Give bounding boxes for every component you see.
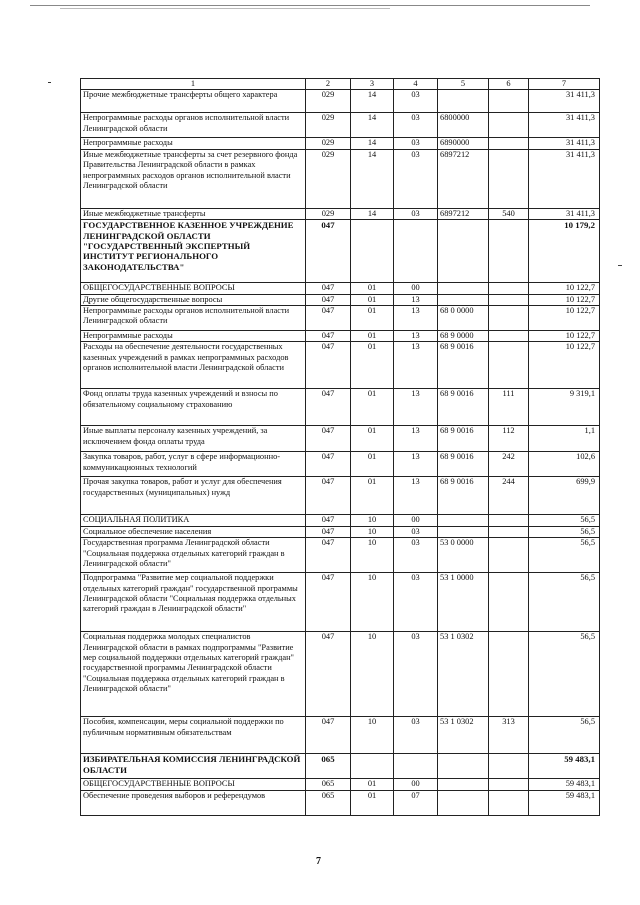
row-ministry-code: 047 <box>306 342 351 389</box>
row-section: 14 <box>351 138 394 149</box>
row-amount: 59 483,1 <box>529 779 600 790</box>
table-row <box>81 220 600 283</box>
row-ministry-code: 047 <box>306 220 351 283</box>
row-section: 01 <box>351 331 394 342</box>
row-target-article: 68 0 0000 <box>438 306 489 331</box>
row-section: 01 <box>351 426 394 452</box>
row-section: 10 <box>351 526 394 537</box>
row-amount: 10 122,7 <box>529 294 600 305</box>
row-expense-type: 111 <box>489 389 529 426</box>
table-row <box>81 754 600 779</box>
row-target-article: 68 9 0000 <box>438 331 489 342</box>
row-name: ИЗБИРАТЕЛЬНАЯ КОМИССИЯ ЛЕНИНГРАДСКОЙ ОБЛАСТИ <box>81 754 306 779</box>
row-amount: 10 122,7 <box>529 306 600 331</box>
row-section: 01 <box>351 294 394 305</box>
row-subsection <box>394 754 438 779</box>
row-subsection: 07 <box>394 790 438 815</box>
row-ministry-code: 047 <box>306 632 351 717</box>
row-target-article: 53 0 0000 <box>438 538 489 573</box>
table-row <box>81 113 600 138</box>
row-name: ОБЩЕГОСУДАРСТВЕННЫЕ ВОПРОСЫ <box>81 779 306 790</box>
row-ministry-code: 029 <box>306 208 351 219</box>
row-name: Социальная поддержка молодых специалистов Ленинградской области в рамках подпрограммы "Развитие мер социальной поддержки отдельных категорий граждан" государственной программы Ленинградской области "Социальная поддержка отдельных категорий граждан в Ленинградской области" <box>81 632 306 717</box>
row-name: Закупка товаров, работ, услуг в сфере информационно-коммуникационных технологий <box>81 452 306 477</box>
row-section: 01 <box>351 477 394 515</box>
row-section: 10 <box>351 573 394 632</box>
table-row <box>81 717 600 754</box>
row-section: 01 <box>351 779 394 790</box>
row-ministry-code: 029 <box>306 149 351 208</box>
row-subsection: 03 <box>394 113 438 138</box>
table-row <box>81 632 600 717</box>
row-expense-type <box>489 113 529 138</box>
row-name: Подпрограмма "Развитие мер социальной поддержки отдельных категорий граждан" государственной программы Ленинградской области "Социальная поддержка отдельных категорий граждан в Ленинградской области" <box>81 573 306 632</box>
row-name: Иные межбюджетные трансферты за счет резервного фонда Правительства Ленинградской области в рамках непрограммных расходов органов исполнительной власти Ленинградской области <box>81 149 306 208</box>
row-ministry-code: 047 <box>306 389 351 426</box>
row-ministry-code: 047 <box>306 477 351 515</box>
row-section: 10 <box>351 515 394 526</box>
row-expense-type <box>489 632 529 717</box>
row-target-article: 6890000 <box>438 138 489 149</box>
row-expense-type <box>489 754 529 779</box>
row-amount: 56,5 <box>529 573 600 632</box>
row-subsection: 03 <box>394 208 438 219</box>
row-section: 01 <box>351 452 394 477</box>
row-expense-type <box>489 573 529 632</box>
table-row <box>81 389 600 426</box>
row-target-article <box>438 790 489 815</box>
row-name: СОЦИАЛЬНАЯ ПОЛИТИКА <box>81 515 306 526</box>
row-name: Обеспечение проведения выборов и референдумов <box>81 790 306 815</box>
table-row <box>81 452 600 477</box>
row-expense-type: 313 <box>489 717 529 754</box>
row-target-article <box>438 90 489 113</box>
row-subsection: 13 <box>394 306 438 331</box>
row-amount: 31 411,3 <box>529 90 600 113</box>
row-expense-type <box>489 515 529 526</box>
row-name: Иные выплаты персоналу казенных учреждений, за исключением фонда оплаты труда <box>81 426 306 452</box>
row-name: Пособия, компенсации, меры социальной поддержки по публичным нормативным обязательствам <box>81 717 306 754</box>
row-subsection: 03 <box>394 632 438 717</box>
row-subsection: 13 <box>394 342 438 389</box>
row-expense-type <box>489 790 529 815</box>
row-section <box>351 220 394 283</box>
row-subsection: 00 <box>394 779 438 790</box>
row-amount: 56,5 <box>529 717 600 754</box>
row-target-article: 68 9 0016 <box>438 426 489 452</box>
row-expense-type: 540 <box>489 208 529 219</box>
row-amount: 56,5 <box>529 632 600 717</box>
row-section: 01 <box>351 790 394 815</box>
header-col-7: 7 <box>529 79 600 90</box>
table-row <box>81 477 600 515</box>
row-amount: 31 411,3 <box>529 149 600 208</box>
row-expense-type <box>489 779 529 790</box>
row-subsection: 03 <box>394 149 438 208</box>
row-amount: 56,5 <box>529 538 600 573</box>
row-name: ОБЩЕГОСУДАРСТВЕННЫЕ ВОПРОСЫ <box>81 283 306 294</box>
row-expense-type <box>489 294 529 305</box>
row-section: 14 <box>351 149 394 208</box>
row-section: 01 <box>351 389 394 426</box>
row-name: Фонд оплаты труда казенных учреждений и взносы по обязательному социальному страхованию <box>81 389 306 426</box>
row-target-article: 68 9 0016 <box>438 342 489 389</box>
row-section: 10 <box>351 632 394 717</box>
table-row <box>81 426 600 452</box>
row-section <box>351 754 394 779</box>
row-expense-type <box>489 306 529 331</box>
row-expense-type: 244 <box>489 477 529 515</box>
row-section: 01 <box>351 306 394 331</box>
table-row <box>81 149 600 208</box>
row-target-article <box>438 283 489 294</box>
row-amount: 31 411,3 <box>529 138 600 149</box>
row-ministry-code: 047 <box>306 294 351 305</box>
table-row <box>81 573 600 632</box>
row-target-article: 6897212 <box>438 149 489 208</box>
row-subsection: 13 <box>394 426 438 452</box>
row-name: Государственная программа Ленинградской области "Социальная поддержка отдельных категорий граждан в Ленинградской области" <box>81 538 306 573</box>
row-subsection <box>394 220 438 283</box>
row-expense-type: 242 <box>489 452 529 477</box>
budget-table <box>80 78 600 816</box>
row-amount: 31 411,3 <box>529 208 600 219</box>
row-ministry-code: 047 <box>306 452 351 477</box>
row-amount: 10 122,7 <box>529 283 600 294</box>
row-subsection: 03 <box>394 717 438 754</box>
row-section: 10 <box>351 538 394 573</box>
row-target-article <box>438 294 489 305</box>
row-expense-type <box>489 138 529 149</box>
row-ministry-code: 047 <box>306 717 351 754</box>
table-row <box>81 342 600 389</box>
row-amount: 56,5 <box>529 526 600 537</box>
table-row <box>81 515 600 526</box>
row-target-article: 53 1 0302 <box>438 717 489 754</box>
table-row <box>81 526 600 537</box>
row-target-article: 68 9 0016 <box>438 389 489 426</box>
table-row <box>81 331 600 342</box>
row-expense-type <box>489 283 529 294</box>
row-section: 01 <box>351 283 394 294</box>
row-ministry-code: 047 <box>306 306 351 331</box>
row-amount: 10 179,2 <box>529 220 600 283</box>
row-section: 14 <box>351 90 394 113</box>
row-amount: 699,9 <box>529 477 600 515</box>
table-row <box>81 538 600 573</box>
margin-mark <box>48 82 51 83</box>
row-subsection: 03 <box>394 90 438 113</box>
row-target-article <box>438 515 489 526</box>
row-target-article: 6800000 <box>438 113 489 138</box>
row-amount: 31 411,3 <box>529 113 600 138</box>
row-name: Расходы на обеспечение деятельности государственных казенных учреждений в рамках непрограммных расходов органов исполнительной власти Ленинградской области <box>81 342 306 389</box>
row-subsection: 03 <box>394 138 438 149</box>
row-target-article: 6897212 <box>438 208 489 219</box>
row-ministry-code: 029 <box>306 138 351 149</box>
row-target-article: 68 9 0016 <box>438 477 489 515</box>
row-subsection: 00 <box>394 515 438 526</box>
row-target-article: 53 1 0302 <box>438 632 489 717</box>
row-expense-type: 112 <box>489 426 529 452</box>
row-subsection: 00 <box>394 283 438 294</box>
row-expense-type <box>489 538 529 573</box>
row-name: Прочие межбюджетные трансферты общего характера <box>81 90 306 113</box>
row-subsection: 13 <box>394 389 438 426</box>
row-name: ГОСУДАРСТВЕННОЕ КАЗЕННОЕ УЧРЕЖДЕНИЕ ЛЕНИНГРАДСКОЙ ОБЛАСТИ "ГОСУДАРСТВЕННЫЙ ЭКСПЕРТНЫЙ ИНСТИТУТ РЕГИОНАЛЬНОГО ЗАКОНОДАТЕЛЬСТВА" <box>81 220 306 283</box>
row-section: 01 <box>351 342 394 389</box>
table-row <box>81 779 600 790</box>
row-ministry-code: 047 <box>306 331 351 342</box>
row-ministry-code: 047 <box>306 573 351 632</box>
row-subsection: 13 <box>394 477 438 515</box>
row-name: Непрограммные расходы <box>81 331 306 342</box>
row-ministry-code: 047 <box>306 426 351 452</box>
row-amount: 10 122,7 <box>529 342 600 389</box>
table-row <box>81 90 600 113</box>
row-expense-type <box>489 526 529 537</box>
table-row <box>81 306 600 331</box>
header-col-2: 2 <box>306 79 351 90</box>
table-row <box>81 208 600 219</box>
row-name: Другие общегосударственные вопросы <box>81 294 306 305</box>
row-name: Иные межбюджетные трансферты <box>81 208 306 219</box>
header-col-5: 5 <box>438 79 489 90</box>
row-expense-type <box>489 149 529 208</box>
row-target-article <box>438 754 489 779</box>
row-ministry-code: 065 <box>306 790 351 815</box>
row-ministry-code: 065 <box>306 754 351 779</box>
top-rule-faint <box>60 8 390 9</box>
row-amount: 1,1 <box>529 426 600 452</box>
top-rule <box>30 5 590 6</box>
table-body <box>81 79 600 816</box>
header-col-6: 6 <box>489 79 529 90</box>
row-expense-type <box>489 331 529 342</box>
row-target-article <box>438 526 489 537</box>
row-subsection: 13 <box>394 452 438 477</box>
row-target-article <box>438 779 489 790</box>
row-subsection: 13 <box>394 331 438 342</box>
row-amount: 59 483,1 <box>529 754 600 779</box>
row-target-article <box>438 220 489 283</box>
row-section: 14 <box>351 113 394 138</box>
table-row <box>81 790 600 815</box>
row-ministry-code: 029 <box>306 90 351 113</box>
row-amount: 9 319,1 <box>529 389 600 426</box>
table-row <box>81 294 600 305</box>
row-target-article: 68 9 0016 <box>438 452 489 477</box>
table-row <box>81 138 600 149</box>
row-ministry-code: 047 <box>306 515 351 526</box>
row-section: 14 <box>351 208 394 219</box>
row-name: Прочая закупка товаров, работ и услуг для обеспечения государственных (муниципальных) нужд <box>81 477 306 515</box>
row-subsection: 13 <box>394 294 438 305</box>
row-expense-type <box>489 90 529 113</box>
margin-tick <box>618 265 622 266</box>
row-name: Непрограммные расходы <box>81 138 306 149</box>
row-ministry-code: 047 <box>306 283 351 294</box>
header-col-4: 4 <box>394 79 438 90</box>
row-expense-type <box>489 342 529 389</box>
row-ministry-code: 047 <box>306 538 351 573</box>
row-expense-type <box>489 220 529 283</box>
row-amount: 10 122,7 <box>529 331 600 342</box>
row-amount: 102,6 <box>529 452 600 477</box>
header-col-1: 1 <box>81 79 306 90</box>
row-name: Непрограммные расходы органов исполнительной власти Ленинградской области <box>81 306 306 331</box>
row-name: Непрограммные расходы органов исполнительной власти Ленинградской области <box>81 113 306 138</box>
row-subsection: 03 <box>394 538 438 573</box>
row-ministry-code: 029 <box>306 113 351 138</box>
page-number: 7 <box>316 856 321 867</box>
row-name: Социальное обеспечение населения <box>81 526 306 537</box>
table-row <box>81 283 600 294</box>
row-ministry-code: 065 <box>306 779 351 790</box>
row-amount: 56,5 <box>529 515 600 526</box>
header-col-3: 3 <box>351 79 394 90</box>
row-amount: 59 483,1 <box>529 790 600 815</box>
table-header-row <box>81 79 600 90</box>
row-ministry-code: 047 <box>306 526 351 537</box>
row-subsection: 03 <box>394 526 438 537</box>
row-section: 10 <box>351 717 394 754</box>
row-subsection: 03 <box>394 573 438 632</box>
row-target-article: 53 1 0000 <box>438 573 489 632</box>
